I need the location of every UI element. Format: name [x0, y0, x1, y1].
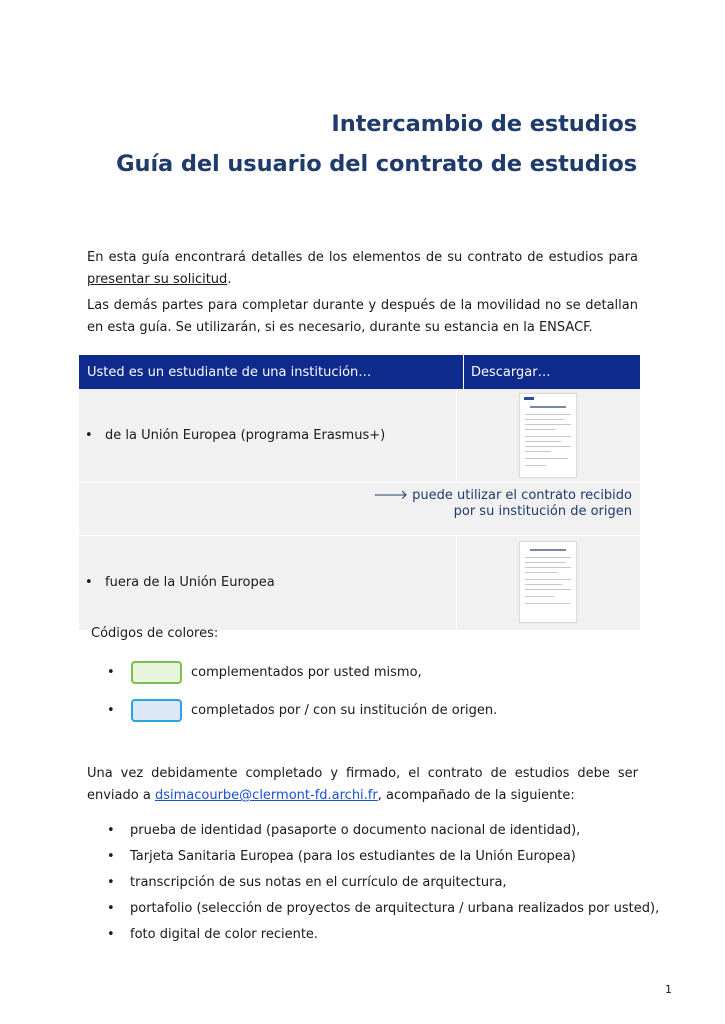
list-item: • Tarjeta Sanitaria Europea (para los estudiantes de la Unión Europea) [130, 849, 576, 864]
document-subtitle: Guía del usuario del contrato de estudios [116, 151, 637, 177]
column-header-institution: Usted es un estudiante de una institución… [79, 355, 464, 389]
list-item: • prueba de identidad (pasaporte o documento nacional de identidad), [130, 823, 580, 838]
blue-swatch [131, 699, 182, 722]
note-line-2: por su institución de origen [453, 504, 632, 519]
color-codes-title: Códigos de colores: [91, 626, 219, 641]
document-title: Intercambio de estudios [331, 111, 637, 137]
intro-text: En esta guía encontrará detalles de los elementos de su contrato de estudios para [87, 250, 638, 265]
non-eu-option-label: • fuera de la Unión Europea [105, 575, 275, 590]
cell-non-eu-label [79, 536, 457, 630]
eu-contract-thumbnail[interactable] [520, 394, 576, 477]
intro-underlined-text: presentar su solicitud [87, 272, 228, 287]
arrow-right-icon: 🡒 [373, 488, 408, 503]
bullet: • [107, 664, 115, 680]
intro-period: . [227, 272, 232, 287]
blue-code-label: completados por / con su institución de origen. [191, 702, 498, 718]
list-item: • portafolio (selección de proyectos de arquitectura / urbana realizados por usted), [130, 901, 659, 916]
note-text [373, 488, 632, 520]
cell-eu-label [79, 389, 457, 482]
table-header [79, 355, 640, 389]
closing-text: Una vez debidamente completado y firmado, el contrato de estudios debe ser enviado a [87, 766, 638, 803]
cell-non-eu-download [457, 536, 640, 630]
list-item: • foto digital de color reciente. [130, 927, 318, 942]
cell-eu-download [457, 389, 640, 482]
table-row-eu [79, 389, 640, 483]
non-eu-contract-thumbnail[interactable] [520, 542, 576, 622]
download-table [79, 355, 640, 630]
email-link[interactable]: dsimacourbe@clermont-fd.archi.fr [154, 788, 378, 803]
eu-option-label: • de la Unión Europea (programa Erasmus+) [105, 428, 385, 443]
column-header-download: Descargar… [471, 364, 551, 380]
table-row-note [79, 483, 640, 536]
green-code-label: complementados por usted mismo, [191, 664, 422, 680]
intro-paragraph-2: Las demás partes para completar durante y después de la movilidad no se detallan en esta guía. Se utilizarán, si es necesario, durante su estancia en la ENSACF. [87, 298, 638, 335]
page-number: 1 [665, 983, 672, 996]
list-item: • transcripción de sus notas en el currículo de arquitectura, [130, 875, 507, 890]
intro-paragraph-1 [87, 247, 638, 291]
note-line-1 [373, 488, 632, 504]
bullet: • [107, 702, 115, 718]
closing-text-end: , acompañado de la siguiente: [377, 788, 575, 803]
table-row-non-eu [79, 536, 640, 630]
color-code-green [107, 660, 422, 684]
green-swatch [131, 661, 182, 684]
closing-paragraph [87, 763, 638, 807]
note-line-1-text: puede utilizar el contrato recibido [412, 488, 632, 503]
color-code-blue [107, 698, 497, 722]
